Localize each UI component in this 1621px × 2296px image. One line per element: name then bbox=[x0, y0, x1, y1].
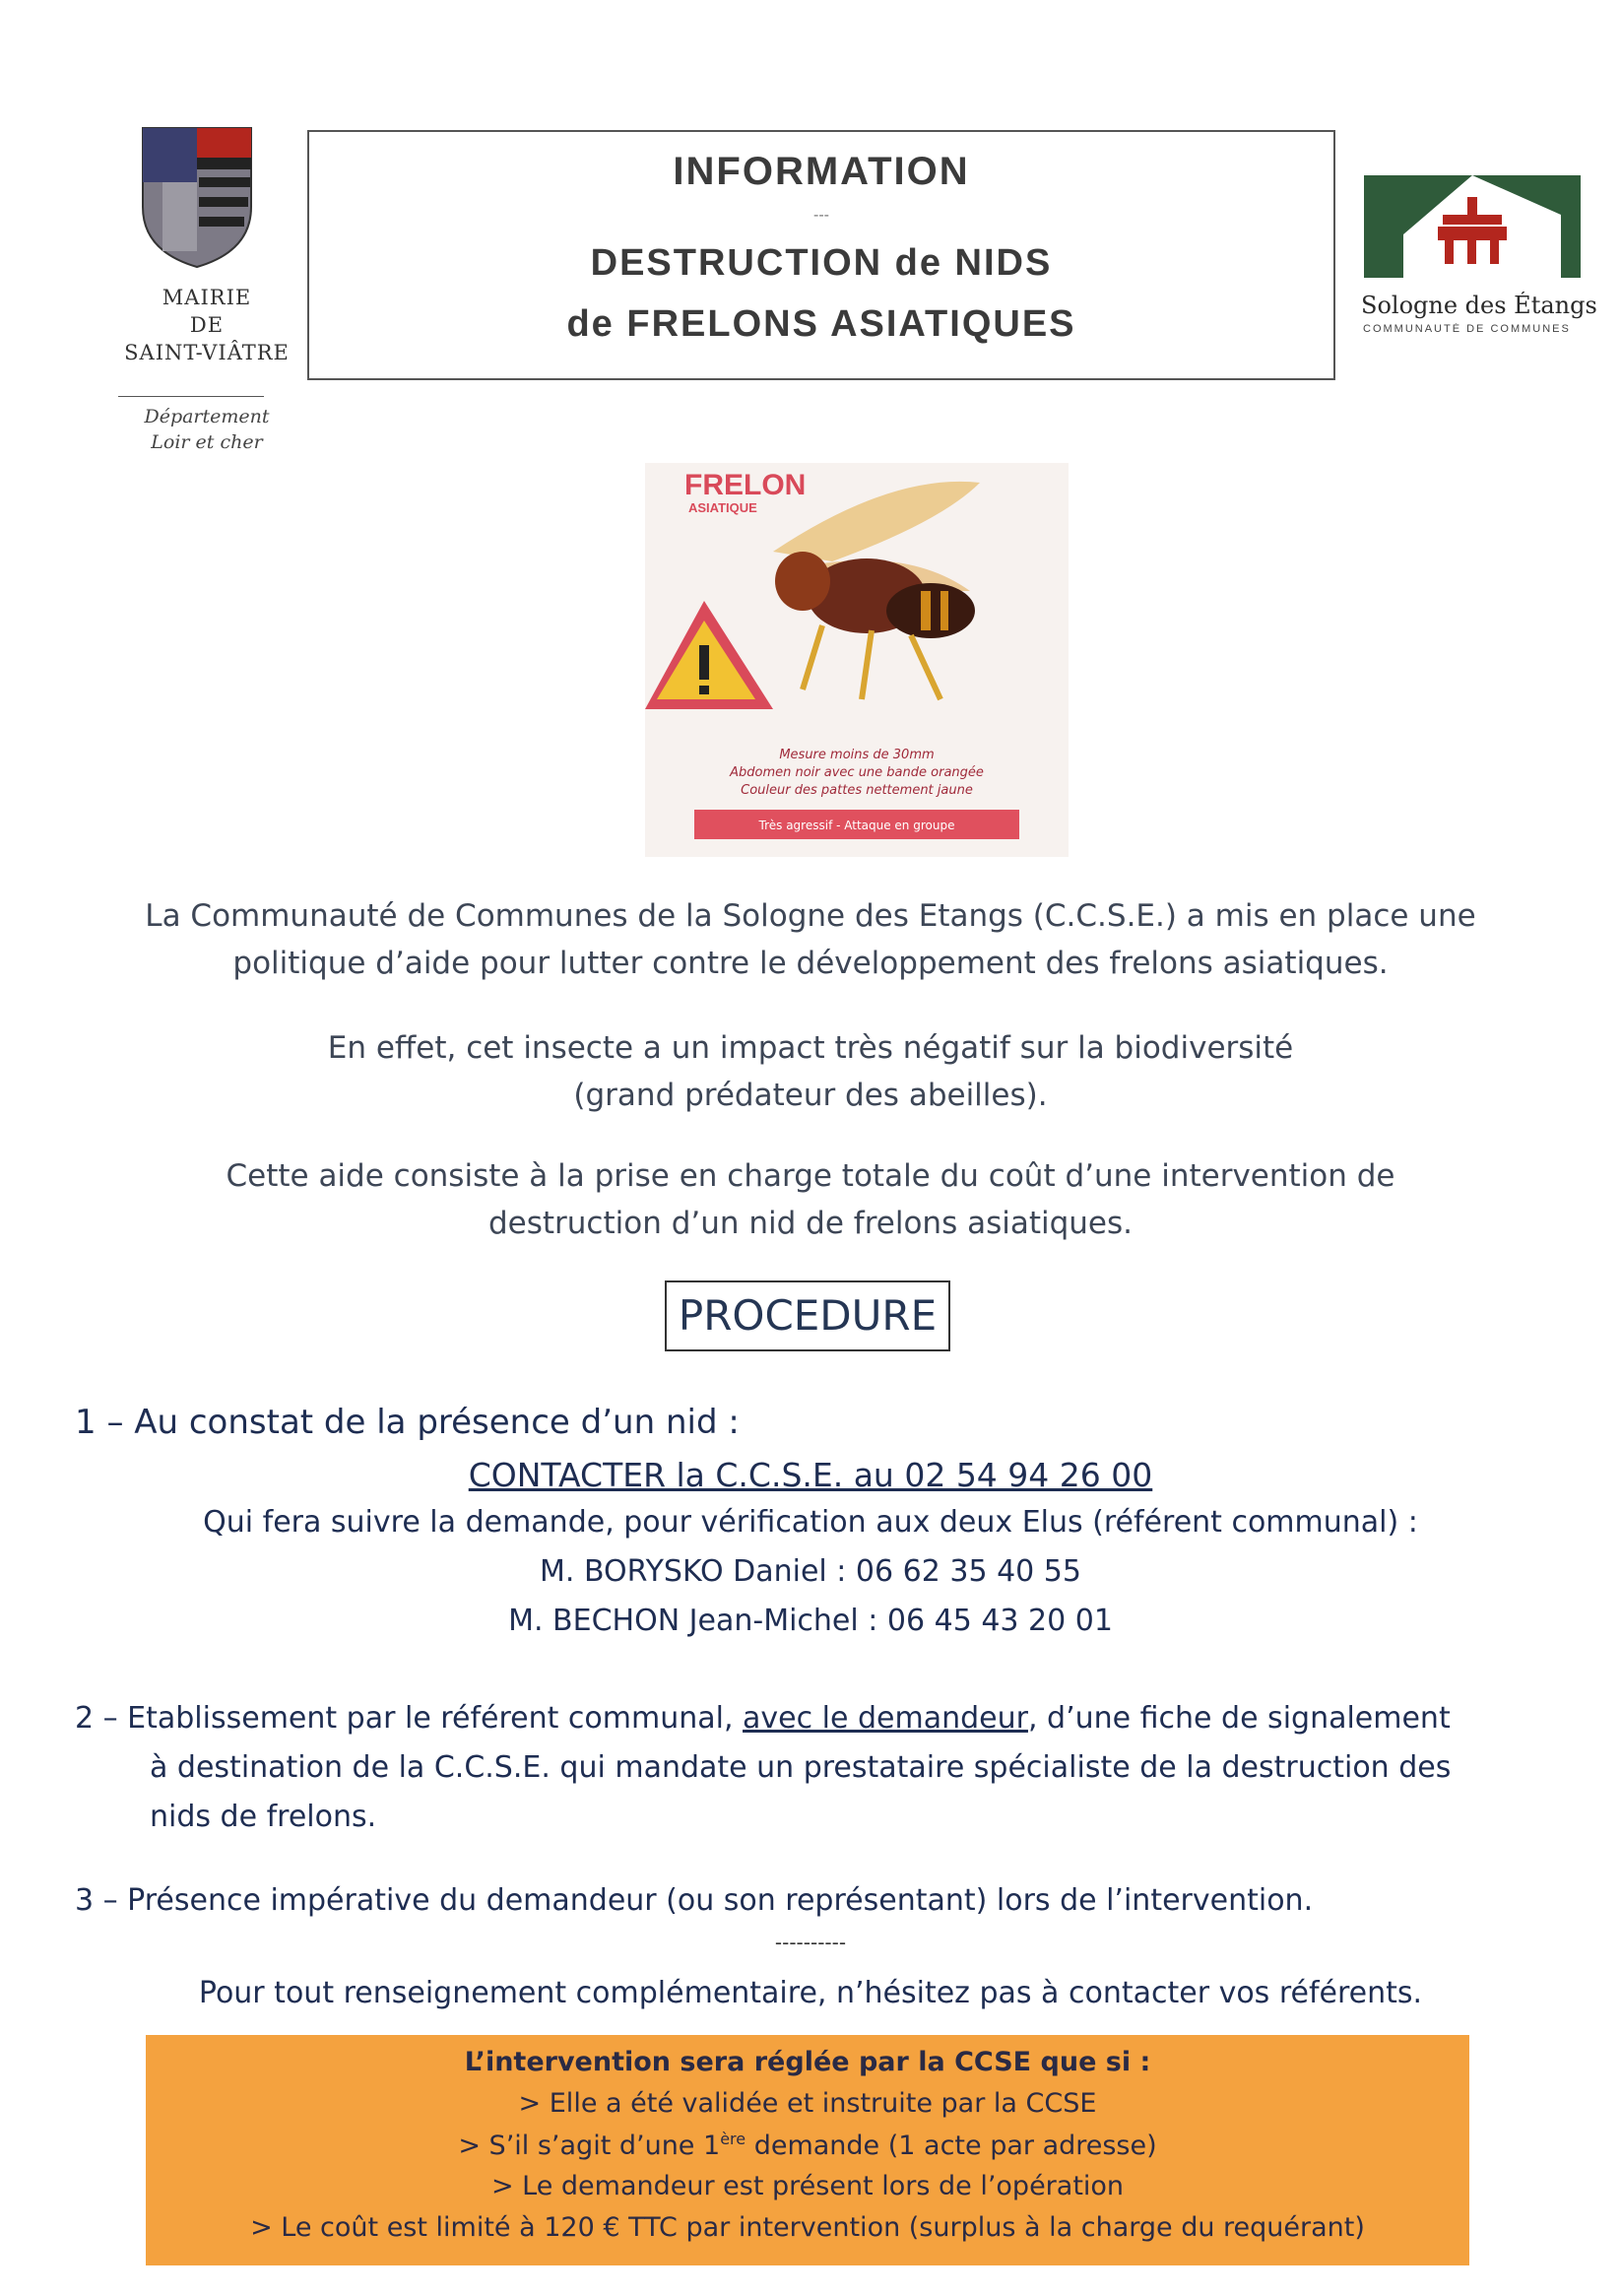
poster-line1: Mesure moins de 30mm bbox=[779, 748, 935, 762]
aid-line2: destruction d’un nid de frelons asiatiques. bbox=[487, 1206, 1133, 1241]
poster-line2: Abdomen noir avec une bande orangée bbox=[730, 765, 984, 780]
aid-paragraph bbox=[79, 1152, 1542, 1247]
department-line1: Département bbox=[144, 406, 270, 427]
hornet-poster bbox=[645, 463, 1069, 857]
title-frelons: de FRELONS ASIATIQUES bbox=[566, 303, 1076, 345]
intro-paragraph bbox=[79, 892, 1542, 987]
title-separator: --- bbox=[813, 207, 829, 224]
mairie-line1: MAIRIE bbox=[162, 286, 252, 309]
condition-1: > Elle a été validée et instruite par la CCSE bbox=[518, 2088, 1097, 2119]
logo-subtitle: COMMUNAUTÉ DE COMMUNES bbox=[1363, 323, 1571, 335]
aid-line1: Cette aide consiste à la prise en charge totale du coût d’une intervention de bbox=[226, 1158, 1395, 1194]
condition-2-a: > S’il s’agit d’une 1 bbox=[458, 2131, 721, 2161]
impact-line2: (grand prédateur des abeilles). bbox=[573, 1078, 1048, 1113]
step-2-line1 bbox=[75, 1694, 1582, 1743]
coat-of-arms-icon bbox=[138, 123, 256, 271]
step-2-underlined: avec le demandeur bbox=[743, 1701, 1028, 1736]
sologne-logo-icon bbox=[1364, 175, 1581, 278]
mairie-label bbox=[89, 284, 325, 366]
department-label bbox=[89, 404, 325, 455]
referent-bechon: M. BECHON Jean-Michel : 06 45 43 20 01 bbox=[508, 1604, 1113, 1638]
step-1: 1 – Au constat de la présence d’un nid : bbox=[75, 1403, 740, 1442]
title-destruction: DESTRUCTION de NIDS bbox=[590, 242, 1053, 284]
impact-line1: En effet, cet insecte a un impact très négatif sur la biodiversité bbox=[327, 1030, 1294, 1066]
intro-line2: politique d’aide pour lutter contre le développement des frelons asiatiques. bbox=[232, 946, 1389, 981]
conditions-title: L’intervention sera réglée par la CCSE que si : bbox=[464, 2047, 1151, 2077]
condition-3: > Le demandeur est présent lors de l’opération bbox=[490, 2171, 1125, 2201]
step-2-line3: nids de frelons. bbox=[150, 1800, 377, 1834]
title-box bbox=[307, 130, 1335, 380]
intro-line1: La Communauté de Communes de la Sologne des Etangs (C.C.S.E.) a mis en place une bbox=[145, 898, 1476, 934]
condition-2 bbox=[146, 2130, 1469, 2161]
poster-heading1: FRELON bbox=[684, 469, 807, 501]
logo-name: Sologne des Étangs bbox=[1361, 292, 1597, 319]
step-2 bbox=[75, 1694, 1582, 1842]
poster-line3: Couleur des pattes nettement jaune bbox=[741, 783, 973, 798]
mairie-line3: SAINT-VIÂTRE bbox=[124, 341, 290, 364]
procedure-heading: PROCEDURE bbox=[665, 1280, 950, 1351]
conditions-box bbox=[146, 2035, 1469, 2265]
mairie-line2: DE bbox=[189, 313, 225, 337]
department-line2: Loir et cher bbox=[151, 431, 263, 453]
dash-separator: ---------- bbox=[774, 1931, 847, 1954]
condition-2-sup: ère bbox=[720, 2130, 746, 2148]
verification-text: Qui fera suivre la demande, pour vérification aux deux Elus (référent communal) : bbox=[203, 1505, 1418, 1540]
mairie-divider bbox=[118, 396, 264, 397]
condition-4: > Le coût est limité à 120 € TTC par intervention (surplus à la charge du requérant) bbox=[250, 2212, 1365, 2243]
contact-phone: CONTACTER la C.C.S.E. au 02 54 94 26 00 bbox=[468, 1456, 1153, 1494]
step-2-part-b: , d’une fiche de signalement bbox=[1027, 1701, 1451, 1736]
step-2-part-a: 2 – Etablissement par le référent communal, bbox=[75, 1701, 744, 1736]
step-3: 3 – Présence impérative du demandeur (ou son représentant) lors de l’intervention. bbox=[75, 1883, 1314, 1918]
step-2-line2: à destination de la C.C.S.E. qui mandate un prestataire spécialiste de la destruction des bbox=[150, 1750, 1452, 1785]
title-information: INFORMATION bbox=[673, 150, 970, 193]
impact-paragraph bbox=[79, 1024, 1542, 1119]
poster-banner: Très agressif - Attaque en groupe bbox=[758, 819, 955, 832]
condition-2-b: demande (1 acte par adresse) bbox=[746, 2131, 1157, 2161]
poster-heading2: ASIATIQUE bbox=[688, 500, 757, 515]
referent-borysko: M. BORYSKO Daniel : 06 62 35 40 55 bbox=[540, 1554, 1081, 1589]
final-note: Pour tout renseignement complémentaire, n’hésitez pas à contacter vos référents. bbox=[198, 1976, 1423, 2010]
